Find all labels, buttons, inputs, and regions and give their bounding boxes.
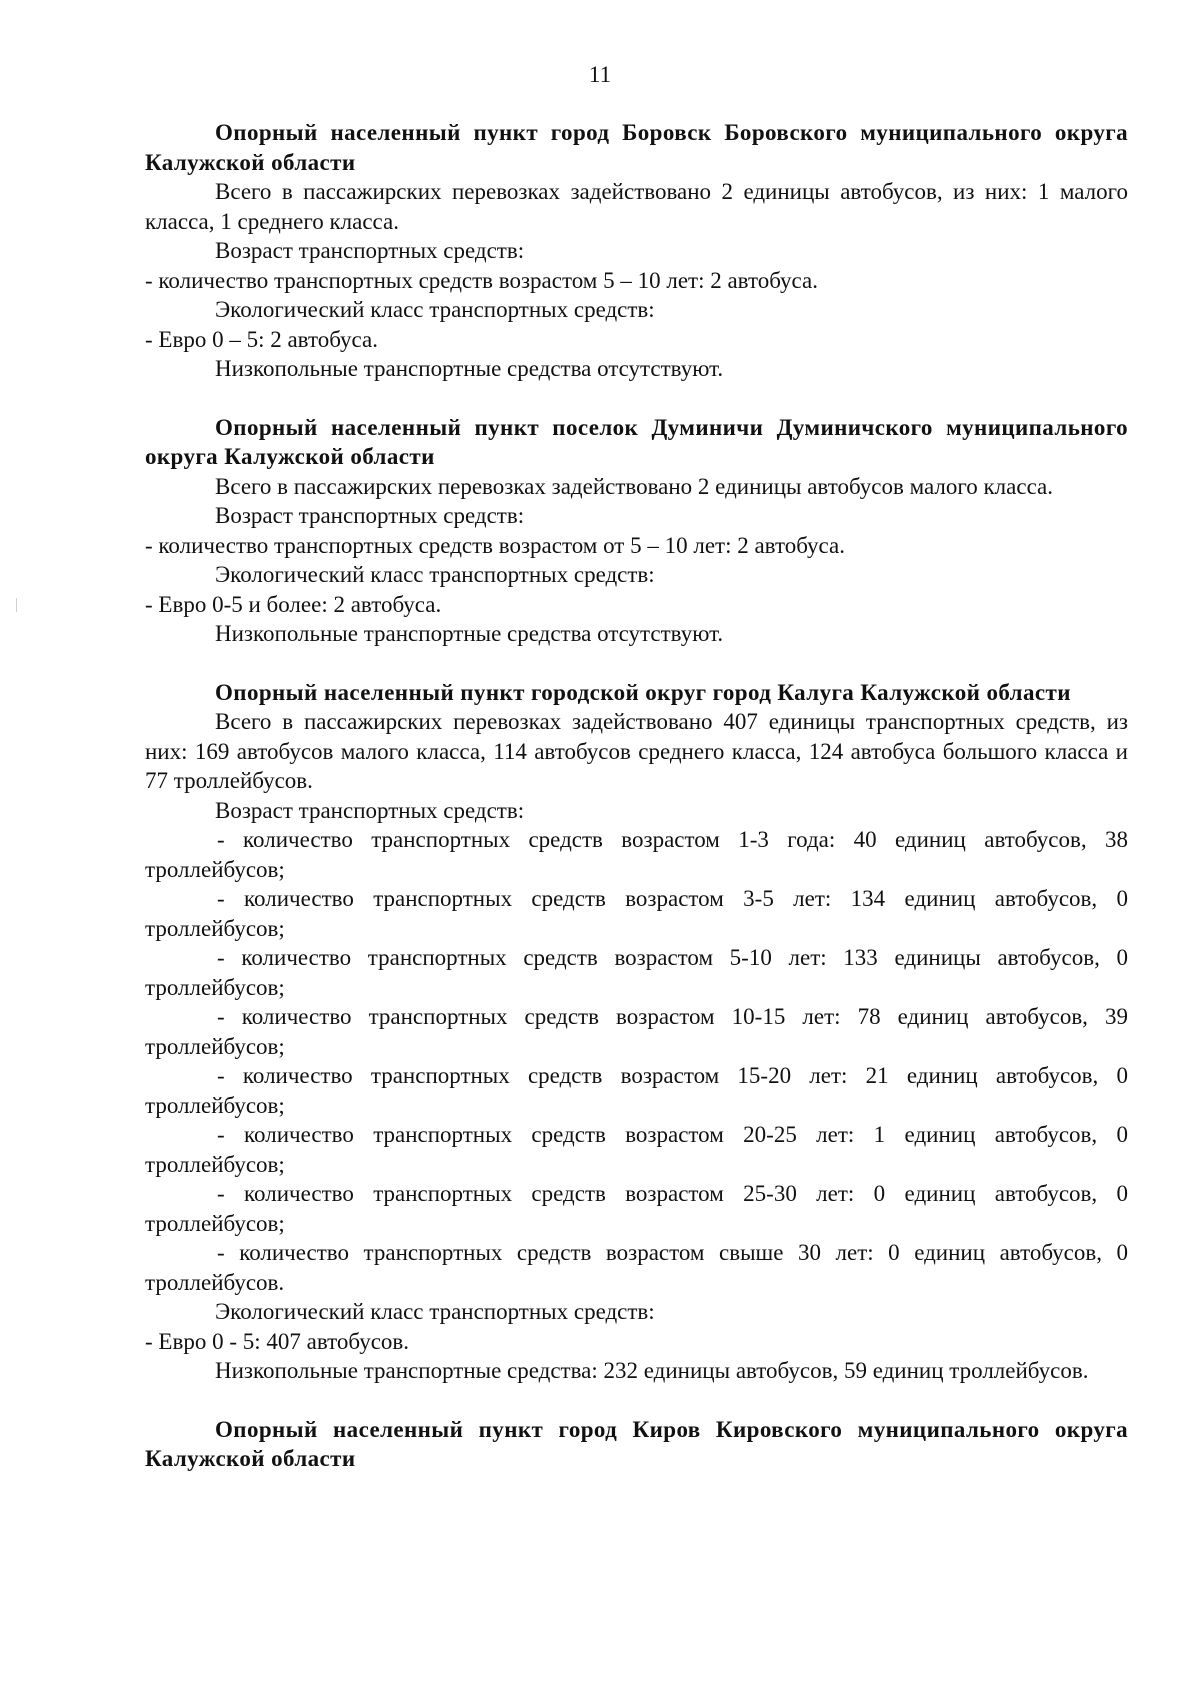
page-number: 11 (588, 62, 612, 87)
age-heading: Возраст транспортных средств: (215, 503, 525, 528)
age-item: - количество транспортных средств возрастом 20-25 лет: 1 единиц автобусов, 0 троллейбусов; (145, 1122, 1128, 1177)
section-duminichi (145, 413, 1128, 649)
eco-item: - Евро 0 - 5: 407 автобусов. (145, 1328, 410, 1354)
eco-heading: Экологический класс транспортных средств: (215, 562, 655, 587)
age-item: - количество транспортных средств возрастом 5 – 10 лет: 2 автобуса. (145, 267, 818, 293)
low-floor-paragraph: Низкопольные транспортные средства: 232 единицы автобусов, 59 единиц троллейбусов. (215, 1358, 1089, 1383)
total-paragraph: Всего в пассажирских перевозках задействовано 2 единицы автобусов малого класса. (215, 473, 1054, 499)
scan-artifact (16, 598, 17, 612)
section-kaluga (145, 678, 1128, 1386)
section-title: Опорный населенный пункт город Киров Кировского муниципального округа Калужской области (145, 1416, 1128, 1471)
section-title: Опорный населенный пункт город Боровск Боровского муниципального округа Калужской области (145, 120, 1128, 175)
age-item: - количество транспортных средств возрастом 3-5 лет: 134 единиц автобусов, 0 троллейбусов; (145, 886, 1128, 941)
age-item: - количество транспортных средств возрастом 10-15 лет: 78 единиц автобусов, 39 троллейбусов; (145, 1004, 1128, 1059)
age-item: - количество транспортных средств возрастом 5-10 лет: 133 единицы автобусов, 0 троллейбусов; (145, 945, 1128, 1000)
age-heading: Возраст транспортных средств: (215, 797, 525, 823)
low-floor-paragraph: Низкопольные транспортные средства отсутствуют. (215, 356, 724, 381)
eco-item: - Евро 0-5 и более: 2 автобуса. (145, 591, 442, 617)
eco-item: - Евро 0 – 5: 2 автобуса. (145, 326, 378, 352)
section-borovsk (145, 118, 1128, 384)
low-floor-paragraph: Низкопольные транспортные средства отсутствуют. (215, 621, 724, 646)
total-paragraph: Всего в пассажирских перевозках задействовано 2 единицы автобусов, из них: 1 малого класса, 1 среднего класса. (145, 179, 1128, 234)
eco-heading: Экологический класс транспортных средств: (215, 1299, 655, 1324)
section-title: Опорный населенный пункт поселок Думиничи Думиничского муниципального округа Калужской области (145, 414, 1128, 469)
age-item: - количество транспортных средств возрастом от 5 – 10 лет: 2 автобуса. (145, 532, 845, 558)
eco-heading: Экологический класс транспортных средств: (215, 297, 655, 322)
age-item: - количество транспортных средств возрастом 1-3 года: 40 единиц автобусов, 38 троллейбусов; (145, 827, 1128, 882)
section-title: Опорный населенный пункт городской округ город Калуга Калужской области (215, 679, 1071, 705)
document-body (145, 118, 1128, 1503)
age-item: - количество транспортных средств возрастом 25-30 лет: 0 единиц автобусов, 0 троллейбусов; (145, 1181, 1128, 1236)
section-kirov (145, 1415, 1128, 1474)
age-heading: Возраст транспортных средств: (215, 238, 525, 263)
age-item: - количество транспортных средств возрастом свыше 30 лет: 0 единиц автобусов, 0 троллейбусов. (145, 1240, 1128, 1295)
age-item: - количество транспортных средств возрастом 15-20 лет: 21 единиц автобусов, 0 троллейбусов; (145, 1063, 1128, 1118)
total-paragraph: Всего в пассажирских перевозках задействовано 407 единицы транспортных средств, из них: 169 автобусов малого класса, 114 автобусов среднего класса, 124 автобуса большого класса и 77 троллейбусов. (145, 709, 1128, 793)
